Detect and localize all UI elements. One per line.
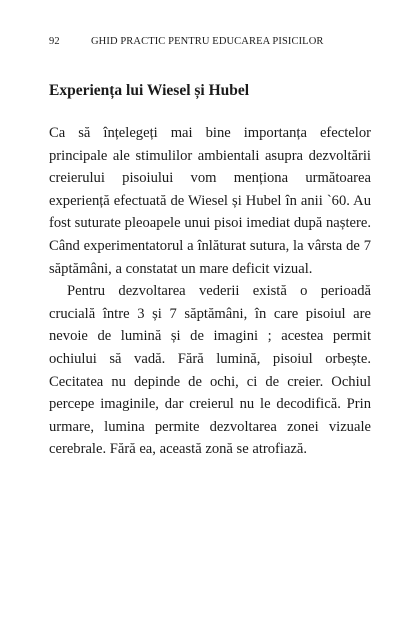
paragraph-critical-period: Pentru dezvoltarea vederii există o perioadă crucială între 3 și 7 săptămâni, în care pisoiul are nevoie de lumină și de imagini ; acestea permit ochiului să vadă. Fără lumină, pisoiul orbește. Cecitatea nu depinde de ochi, ci de creier. Ochiul percepe imaginile, dar creierul nu le decodifică. Prin urmare, lumina permite dezvoltarea zonei vizuale cerebrale. Fără ea, această zonă se atrofiază.	[49, 283, 371, 458]
running-title: GHID PRACTIC PENTRU EDUCAREA PISICILOR	[91, 36, 324, 47]
section-heading: Experiența lui Wiesel și Hubel	[49, 82, 250, 99]
running-header	[49, 36, 371, 47]
paragraph-experiment: Ca să înțelegeți mai bine importanța efectelor principale ale stimulilor ambientali asupra dezvoltării creierului pisoiului vom menționa următoarea experiență efectuată de Wiesel și Hubel în anii `60. Au fost suturate pleoapele unui pisoi imediat după naștere. Când experimentatorul a înlăturat sutura, la vârsta de 7 săptămâni, a constatat un mare deficit vizual.	[49, 125, 371, 277]
body-text	[49, 122, 371, 461]
page-number: 92	[49, 36, 60, 47]
